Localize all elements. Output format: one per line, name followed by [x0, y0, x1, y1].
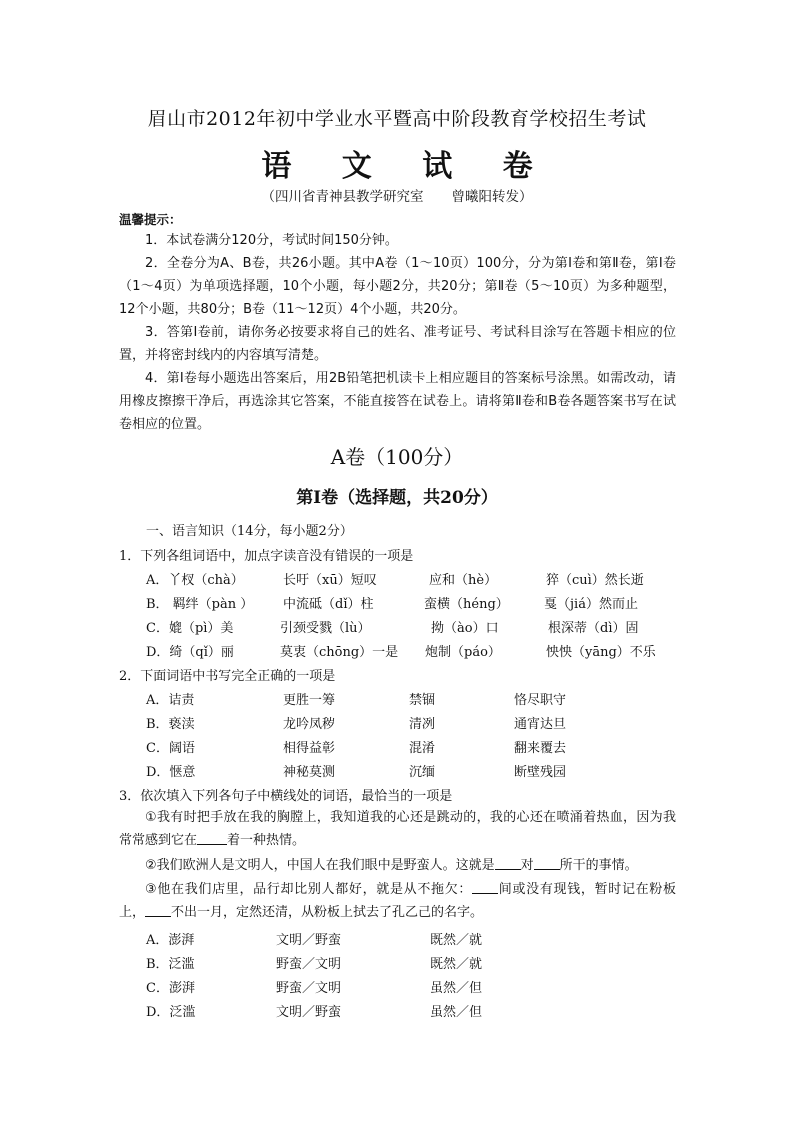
q2-option: D．惬意: [146, 765, 196, 780]
q1-option: 戛（jiá）然而止: [544, 597, 638, 612]
q2-option: 混淆: [409, 741, 436, 756]
q3-option: 文明／野蛮: [276, 933, 342, 948]
q2-option: 禁锢: [409, 693, 436, 708]
fill-blank: [495, 857, 521, 870]
q3-option: B．泛滥: [146, 957, 195, 972]
q3-s2-text: 所干的事情。: [559, 858, 638, 873]
q1-option: 蛮横（héng）: [424, 597, 509, 612]
q1-option: A．丫杈（chà）: [146, 573, 244, 588]
subject-title: 语 文 试 卷: [261, 149, 553, 184]
q2-option: 断壁残园: [514, 765, 567, 780]
q2-option: 恪尽职守: [514, 693, 567, 708]
q3-sentence-3: [119, 878, 676, 924]
q1-option: 引颈受戮（lù）: [280, 621, 371, 636]
q3-s1-text: ①我有时把手放在我的胸膛上，我知道我的心还是跳动的，我的心还在喷涌着热血，因为我常常感到它在: [119, 810, 676, 848]
q1-option: B． 羁绊（pàn ）: [146, 597, 254, 612]
part-one-heading: 一、语言知识（14分，每小题2分）: [146, 524, 353, 539]
q3-s3-text: ③他在我们店里，品行却比别人都好，就是从不拖欠：: [145, 882, 473, 897]
section-a-heading: A卷（100分）: [330, 445, 464, 469]
section-i-heading: 第Ⅰ卷（选择题，共20分）: [296, 488, 498, 508]
q3-s3-text: 不出一月，定然还清，从粉板上拭去了孔乙己的名字。: [171, 905, 484, 920]
fill-blank: [145, 904, 171, 917]
q1-option: 应和（hè）: [429, 573, 498, 588]
fill-blank: [472, 881, 498, 894]
q3-option: 野蛮／文明: [276, 957, 342, 972]
q1-stem: 1．下列各组词语中，加点字读音没有错误的一项是: [119, 549, 414, 564]
notice-heading: 温馨提示：: [119, 212, 182, 227]
q3-sentence-1: [119, 806, 676, 852]
fill-blank: [534, 857, 560, 870]
q3-s1-text: 着一种热情。: [227, 833, 306, 848]
q2-option: 神秘莫测: [283, 765, 336, 780]
source-right: 曾曦阳转发）: [451, 189, 533, 205]
exam-title: 眉山市2012年初中学业水平暨高中阶段教育学校招生考试: [147, 108, 647, 130]
q2-option: B．亵渎: [146, 717, 195, 732]
source-line: [0, 185, 794, 205]
q2-option: A．诘责: [146, 693, 195, 708]
q1-option: 根深蒂（dì）固: [548, 621, 639, 636]
q3-option: D．泛滥: [146, 1005, 196, 1020]
q2-option: 通宵达旦: [514, 717, 567, 732]
q3-stem: 3．依次填入下列各句子中横线处的词语，最恰当的一项是: [119, 789, 453, 804]
q2-option: 更胜一筹: [283, 693, 336, 708]
q3-s2-text: 对: [520, 858, 534, 873]
q2-option: 清冽: [409, 717, 436, 732]
q3-option: 既然／就: [430, 933, 483, 948]
q3-option: A．澎湃: [146, 933, 195, 948]
q3-option: 文明／野蛮: [276, 1005, 342, 1020]
q1-option: D．绮（qǐ）丽: [146, 645, 234, 660]
q3-option: 虽然／但: [430, 981, 483, 996]
notice-item-4: 4．第Ⅰ卷每小题选出答案后，用2B铅笔把机读卡上相应题目的答案标号涂黑。如需改动，请用橡皮擦擦干净后，再选涂其它答案，不能直接答在试卷上。请将第Ⅱ卷和B卷各题答案书写在试卷相应的位置。: [119, 371, 676, 432]
q3-option: C．澎湃: [146, 981, 195, 996]
q2-option: 龙吟凤秽: [283, 717, 336, 732]
q1-option: 中流砥（dǐ）柱: [283, 597, 374, 612]
q3-option: 野蛮／文明: [276, 981, 342, 996]
q1-option: 炮制（páo）: [425, 645, 501, 660]
notice-item-2: 2．全卷分为A、B卷，共26小题。其中A卷（1～10页）100分，分为第Ⅰ卷和第Ⅱ卷，第Ⅰ卷（1～4页）为单项选择题，10个小题，每小题2分，共20分；第Ⅱ卷（5～10页）为多种题型，12个小题，共80分；B卷（11～12页）4个小题，共20分。: [119, 256, 676, 317]
notice-item-3: 3．答第Ⅰ卷前，请你务必按要求将自己的姓名、准考证号、考试科目涂写在答题卡相应的位置，并将密封线内的内容填写清楚。: [119, 325, 676, 363]
notice-item-1: 1．本试卷满分120分，考试时间150分钟。: [145, 233, 398, 248]
q3-s3-text: 间或没有现钱，暂时记在粉板上，: [119, 882, 676, 920]
q1-option: 怏怏（yāng）不乐: [546, 645, 656, 660]
q3-option: 既然／就: [430, 957, 483, 972]
q2-option: 相得益彰: [283, 741, 336, 756]
q3-option: 虽然／但: [430, 1005, 483, 1020]
q2-option: 翻来覆去: [514, 741, 567, 756]
q2-option: C．阔语: [146, 741, 195, 756]
q2-option: 沉缅: [409, 765, 436, 780]
q2-stem: 2．下面词语中书写完全正确的一项是: [119, 669, 336, 684]
q1-option: 猝（cuì）然长逝: [546, 573, 644, 588]
fill-blank: [197, 832, 227, 845]
q3-s2-text: ②我们欧洲人是文明人，中国人在我们眼中是野蛮人。这就是: [145, 858, 495, 873]
q3-sentence-2: [119, 854, 676, 877]
q1-option: C．媲（pì）美: [146, 621, 234, 636]
source-left: （四川省青神县教学研究室: [261, 189, 424, 205]
q1-option: 莫衷（chōng）一是: [280, 645, 399, 660]
q1-option: 拗（ào）口: [431, 621, 499, 636]
q1-option: 长吁（xū）短叹: [283, 573, 377, 588]
